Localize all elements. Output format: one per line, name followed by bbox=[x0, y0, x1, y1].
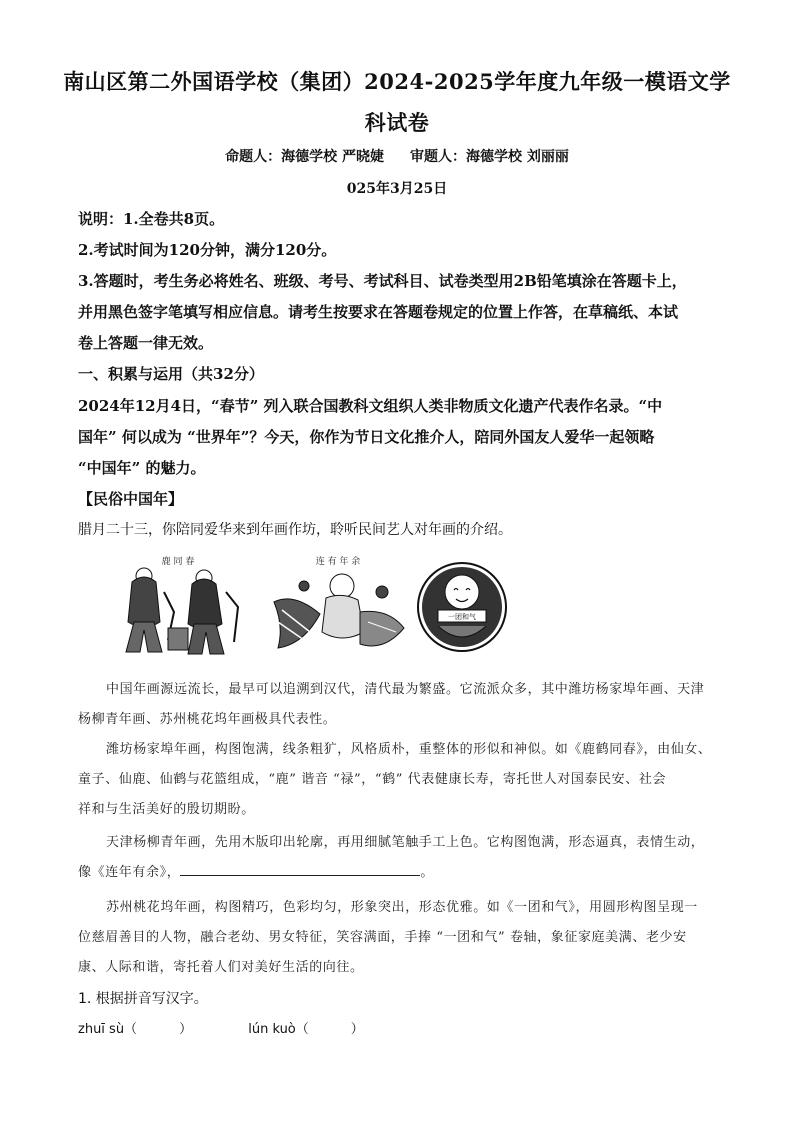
section-heading: 一、积累与运用（共32分） bbox=[78, 365, 264, 383]
passage-line: 童子、仙鹿、仙鹤与花篮组成，“鹿” 谐音 “禄”，“鹤” 代表健康长寿，寄托世人对国泰民安、社会 bbox=[78, 772, 667, 787]
pic1-caption: 鹿 同 春 bbox=[161, 557, 195, 567]
pinyin-items bbox=[78, 1018, 416, 1037]
passage-line: 祥和与生活美好的殷切期盼。 bbox=[78, 802, 255, 817]
authors-line bbox=[60, 146, 734, 166]
note-line: 并用黑色签字笔填写相应信息。请考生按要求在答题卷规定的位置上作答，在草稿纸、本试 bbox=[78, 303, 679, 321]
setter: 命题人：海德学校 严晓婕 bbox=[225, 149, 384, 165]
subsection-heading: 【民俗中国年】 bbox=[78, 490, 184, 508]
note-line: 说明：1.全卷共8页。 bbox=[78, 210, 225, 228]
nianhua-images bbox=[104, 552, 504, 664]
note-line: 2.考试时间为120分钟，满分120分。 bbox=[78, 241, 337, 259]
note-line: 3.答题时，考生务必将姓名、班级、考号、考试科目、试卷类型用2B铅笔填涂在答题卡上， bbox=[78, 272, 687, 290]
passage-line: 像《连年有余》， 。 bbox=[78, 858, 728, 888]
passage-line: 位慈眉善目的人物，融合老幼、男女特征，笑容满面，手捧 “一团和气” 卷轴，象征家庭美满、老少安 bbox=[78, 930, 687, 945]
nianhua-deer-crane-image bbox=[104, 552, 252, 658]
exam-date: 025年3月25日 bbox=[346, 181, 448, 197]
answer-blank[interactable] bbox=[180, 861, 420, 876]
intro-line: “中国年” 的魅力。 bbox=[78, 459, 206, 477]
intro-line: 国年” 何以成为 “世界年”？今天，你作为节日文化推介人，陪同外国友人爱华一起领略 bbox=[78, 428, 655, 446]
lead-sentence: 腊月二十三，你陪同爱华来到年画作坊，聆听民间艺人对年画的介绍。 bbox=[78, 522, 512, 538]
passage-line: 天津杨柳青年画，先用木版印出轮廓，再用细腻笔触手工上色。它构图饱满，形态逼真，表情生动， bbox=[106, 835, 705, 850]
pic3-caption: 一团和气 bbox=[448, 613, 476, 621]
pinyin-item: zhuī sù（ ） bbox=[78, 1022, 193, 1037]
reviewer: 审题人：海德学校 刘丽丽 bbox=[410, 149, 569, 165]
pic2-caption: 连 有 年 余 bbox=[315, 557, 361, 567]
intro-line: 2024年12月4日，“春节” 列入联合国教科文组织人类非物质文化遗产代表作名录。“中 bbox=[78, 397, 663, 415]
pinyin-item: lún kuò（ ） bbox=[248, 1022, 364, 1037]
question-1-stem: 1. 根据拼音写汉字。 bbox=[78, 991, 208, 1007]
passage-line: 中国年画源远流长，最早可以追溯到汉代，清代最为繁盛。它流派众多，其中潍坊杨家埠年画、天津 bbox=[106, 682, 705, 697]
exam-title-line1: 南山区第二外国语学校（集团）2024-2025学年度九年级一模语文学 bbox=[63, 69, 731, 94]
passage-line: 杨柳青年画、苏州桃花坞年画极具代表性。 bbox=[78, 712, 337, 727]
passage-line: 潍坊杨家埠年画，构图饱满，线条粗犷，风格质朴，重整体的形似和神似。如《鹿鹤同春》，由仙女、 bbox=[106, 742, 712, 757]
nianhua-fish-child-image bbox=[264, 552, 412, 662]
exam-title-line2: 科试卷 bbox=[364, 110, 430, 135]
passage-line: 苏州桃花坞年画，构图精巧，色彩均匀，形象突出，形态优雅。如《一团和气》，用圆形构图呈现一 bbox=[106, 900, 698, 915]
passage-line: 康、人际和谐，寄托着人们对美好生活的向往。 bbox=[78, 960, 364, 975]
nianhua-harmony-image bbox=[416, 552, 508, 662]
note-line: 卷上答题一律无效。 bbox=[78, 334, 214, 352]
